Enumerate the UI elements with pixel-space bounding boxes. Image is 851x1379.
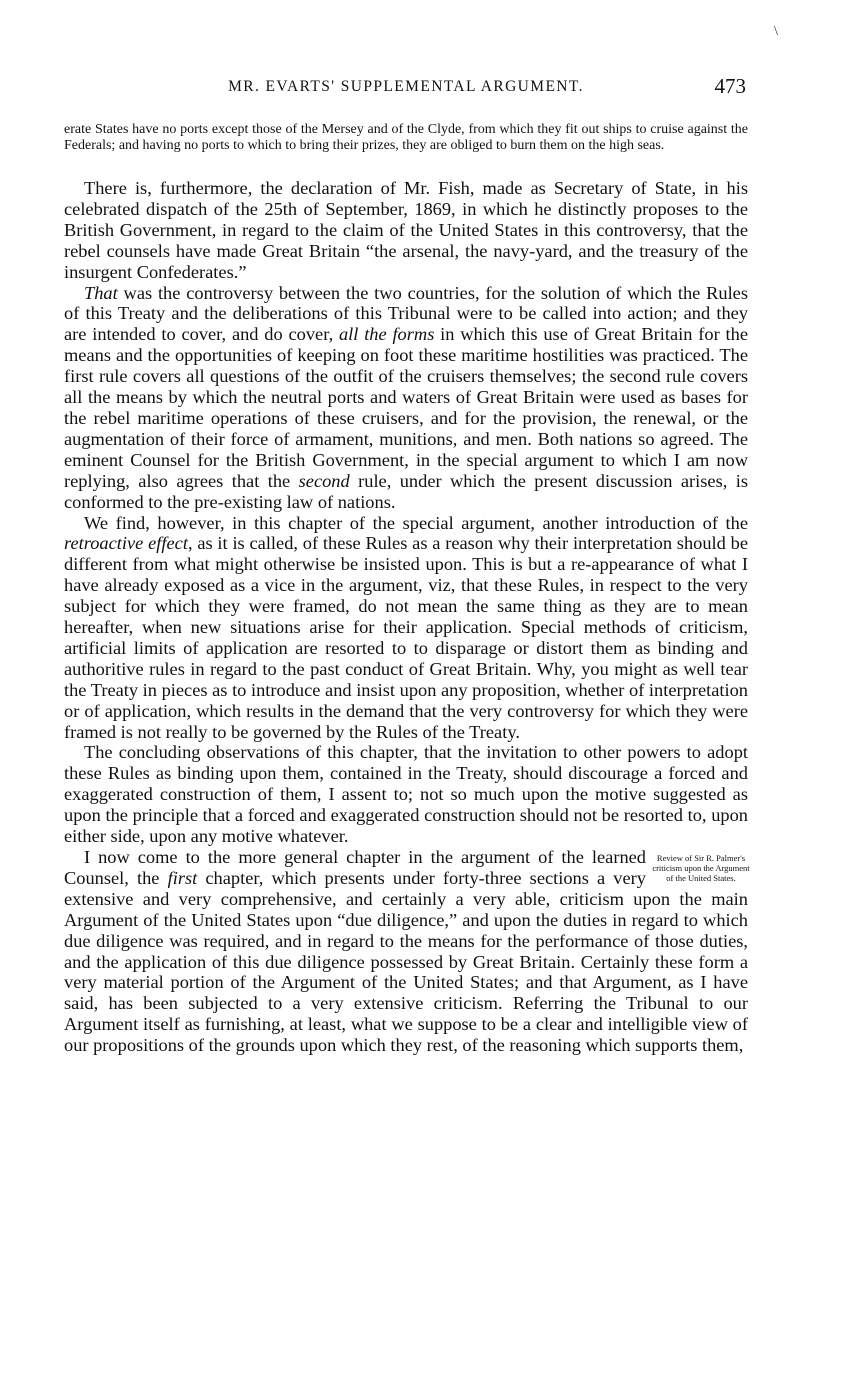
paragraph-text: , as it is called, of these Rules as a reason why their interpretation should be different from what might otherwise be insisted upon. This is but a re-appearance of what I have already exposed as a vice in the argument, viz, that these Rules, in respect to the very subject for which they were framed, do not mean the same thing as they are to mean hereafter, when new situations arise for their application. Special methods of criticism, artificial limits of application are resorted to to disparage or distort them as binding and authoritive rules in regard to the past conduct of Great Britain. Why, you might as well tear the Treaty in pieces as to introduce and insist upon any proposition, whether of interpretation or of application, which results in the demand that the very controversy for which they were framed is not really to be governed by the Rules of the Treaty. xyxy=(64,533,748,742)
emphasis: second xyxy=(298,470,350,491)
footnote: erate States have no ports except those of the Mersey and of the Clyde, from which they fit out ships to cruise against the Federals; and having no ports to which to bring their prizes, they are obliged to burn them on the high seas. xyxy=(64,122,748,153)
paragraph-text: in which this use of Great Britain for the means and the opportunities of keeping on foot these maritime hostilities was practiced. The first rule covers all questions of the outfit of the cruisers themselves; the second rule covers all the means by which the neutral ports and waters of Great Britain were used as bases for the rebel maritime operations of these cruisers, and for the provision, the renewal, or the augmentation of their force of armament, munitions, and men. Both nations so agreed. The eminent Counsel for the British Government, in the special argument to which I am now replying, also agrees that the xyxy=(64,324,748,491)
page-number: 473 xyxy=(714,74,746,98)
body-text xyxy=(64,178,748,1056)
emphasis: retroactive effect xyxy=(64,533,188,554)
paragraph-text: We find, however, in this chapter of the special argument, another introduction of the xyxy=(84,512,748,533)
paragraph-3 xyxy=(64,513,748,743)
page-header xyxy=(64,74,748,104)
paragraph-text: I now come to the more general chapter in the argument of the learned Counsel, the xyxy=(64,847,646,888)
emphasis: all the forms xyxy=(338,324,435,345)
running-title: MR. EVARTS' SUPPLEMENTAL ARGUMENT. xyxy=(228,78,584,95)
paragraph-2 xyxy=(64,283,748,513)
paragraph-5 xyxy=(64,847,748,1056)
emphasis: first xyxy=(167,867,198,888)
corner-mark: \ xyxy=(774,24,778,39)
emphasis: That xyxy=(84,282,118,303)
paragraph-text: chapter, which presents under forty-three sections a very extensive and very comprehensive, and certainly a very able, criticism upon the main Argument of the United States upon “due diligence,” and upon the duties in regard to which due diligence was required, and in regard to the means for the performance of those duties, and the application of this due diligence possessed by Great Britain. Certainly these form a very material portion of the Argument of the United States; and that Argument, as I have said, has been subjected to a very extensive criticism. Referring the Tribunal to our Argument itself as furnishing, at least, what we suppose to be a clear and intelligible view of our propositions of the grounds upon which they rest, of the reasoning which supports them, xyxy=(64,867,748,1056)
margin-note: Review of Sir R. Palmer's criticism upon the Argument of the United States. xyxy=(652,853,750,883)
paragraph-4: The concluding observations of this chapter, that the invitation to other powers to adopt these Rules as binding upon them, contained in the Treaty, should discourage a forced and exaggerated construction of them, I assent to; not so much upon the motive suggested as upon the principle that a forced and exaggerated construction should not be resorted to, upon either side, upon any motive whatever. xyxy=(64,742,748,847)
paragraph-text: rule, under which the present discussion arises, is conformed to the pre-existing law of nations. xyxy=(64,470,749,512)
paragraph-1: There is, furthermore, the declaration of Mr. Fish, made as Secretary of State, in his celebrated dispatch of the 25th of September, 1869, in which he distinctly proposes to the British Government, in regard to the claim of the United States in this controversy, that the rebel counsels have made Great Britain “the arsenal, the navy-yard, and the treasury of the insurgent Confederates.” xyxy=(64,178,748,282)
paragraph-text: was the controversy between the two countries, for the solution of which the Rules of this Treaty and the deliberations of this Tribunal were to be called into action; and they are intended to cover, and do cover, xyxy=(64,282,748,345)
